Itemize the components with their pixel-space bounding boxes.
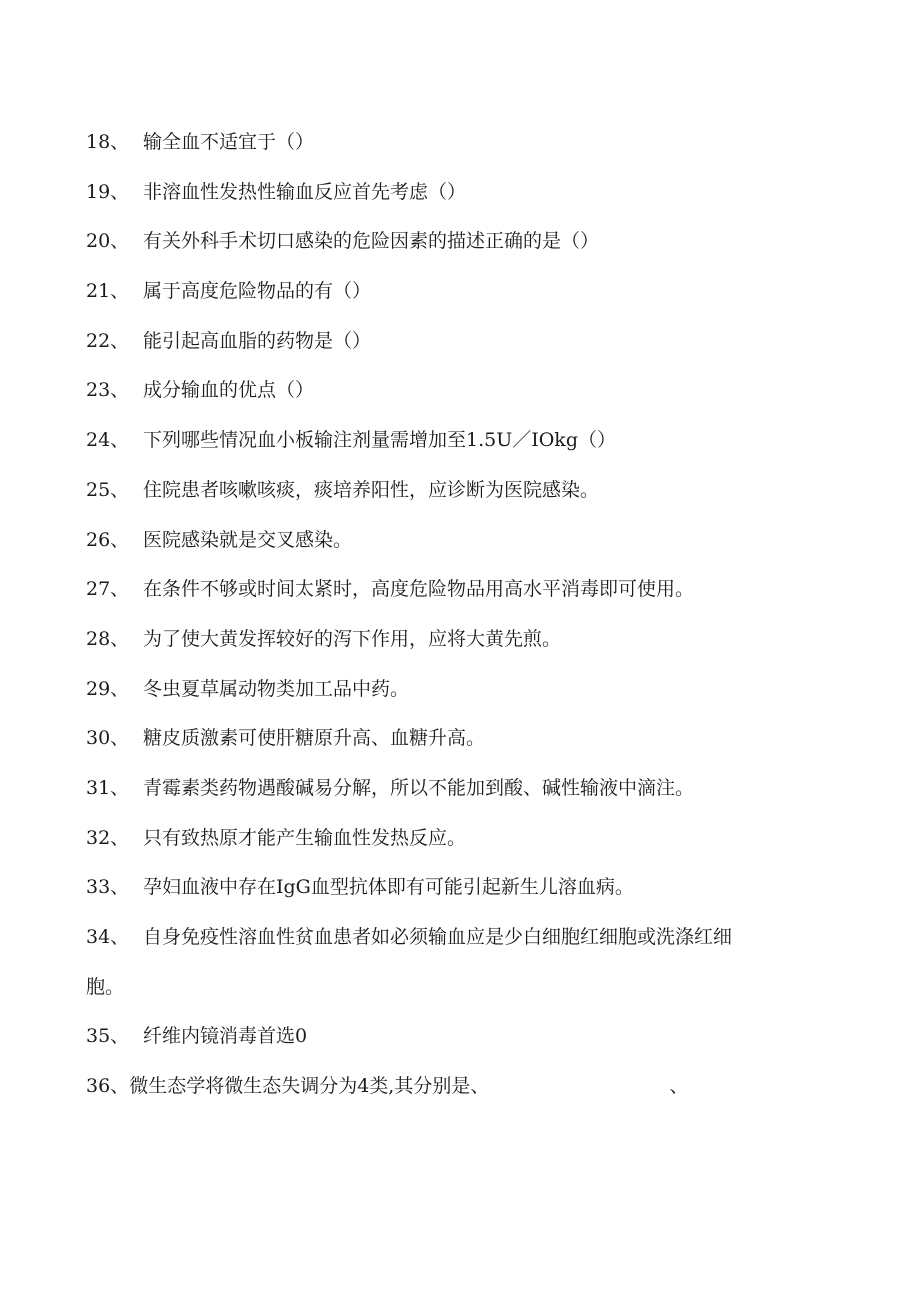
question-36 xyxy=(86,1062,826,1112)
question-19 xyxy=(86,168,826,218)
question-21 xyxy=(86,267,826,317)
question-number: 31、 xyxy=(86,776,130,799)
question-text: 成分输血的优点（） xyxy=(143,379,315,402)
question-24 xyxy=(86,416,826,466)
question-number: 36、 xyxy=(86,1075,130,1098)
question-number: 25、 xyxy=(86,478,130,501)
question-text: 自身免疫性溶血性贫血患者如必须输血应是少白细胞红细胞或洗涤红细 xyxy=(143,926,733,948)
question-number: 34、 xyxy=(86,926,130,948)
question-35 xyxy=(86,1012,826,1062)
question-text: 医院感染就是交叉感染。 xyxy=(143,528,353,551)
question-number: 30、 xyxy=(86,727,130,750)
question-text: 下列哪些情况血小板输注剂量需增加至1.5U／IOkg（） xyxy=(143,429,616,452)
question-text: 冬虫夏草属动物类加工品中药。 xyxy=(143,677,410,700)
question-23 xyxy=(86,366,826,416)
question-25 xyxy=(86,466,826,516)
question-text: 微生态学将微生态失调分为4类,其分别是、 xyxy=(129,1075,490,1098)
question-27 xyxy=(86,565,826,615)
question-number: 35、 xyxy=(86,1025,130,1048)
question-text: 糖皮质激素可使肝糖原升高、血糖升高。 xyxy=(143,727,486,750)
question-22 xyxy=(86,317,826,367)
question-number: 18、 xyxy=(86,131,130,153)
question-text-continuation: 胞。 xyxy=(86,975,125,998)
question-number: 32、 xyxy=(86,826,130,849)
question-number: 23、 xyxy=(86,379,130,402)
question-33 xyxy=(86,863,826,913)
question-text: 能引起高血脂的药物是（） xyxy=(143,329,372,352)
question-text: 非溶血性发热性输血反应首先考虑（） xyxy=(143,180,467,203)
question-number: 26、 xyxy=(86,528,130,551)
question-26 xyxy=(86,516,826,566)
question-34 xyxy=(86,913,826,963)
question-number: 27、 xyxy=(86,578,130,601)
question-30 xyxy=(86,714,826,764)
question-number: 19、 xyxy=(86,180,130,203)
question-text: 为了使大黄发挥较好的泻下作用，应将大黄先煎。 xyxy=(143,627,562,650)
question-text: 孕妇血液中存在IgG血型抗体即有可能引起新生儿溶血病。 xyxy=(143,876,634,899)
question-28 xyxy=(86,615,826,665)
question-20 xyxy=(86,217,826,267)
question-text: 输全血不适宜于（） xyxy=(143,131,315,153)
question-text: 住院患者咳嗽咳痰，痰培养阳性，应诊断为医院感染。 xyxy=(143,478,600,501)
question-number: 33、 xyxy=(86,876,130,899)
question-text: 纤维内镜消毒首选0 xyxy=(143,1025,308,1048)
question-29 xyxy=(86,665,826,715)
question-text: 在条件不够或时间太紧时，高度危险物品用高水平消毒即可使用。 xyxy=(143,578,695,601)
question-number: 29、 xyxy=(86,677,130,700)
question-number: 22、 xyxy=(86,329,130,352)
question-34-continuation xyxy=(86,963,826,1013)
question-text: 青霉素类药物遇酸碱易分解，所以不能加到酸、碱性输液中滴注。 xyxy=(143,776,695,799)
question-number: 21、 xyxy=(86,280,130,303)
question-text: 属于高度危险物品的有（） xyxy=(143,280,372,303)
question-text: 只有致热原才能产生输血性发热反应。 xyxy=(143,826,467,849)
question-number: 28、 xyxy=(86,627,130,650)
question-32 xyxy=(86,814,826,864)
question-list xyxy=(86,118,826,1112)
question-18 xyxy=(86,118,826,168)
question-text-tail: 、 xyxy=(669,1075,689,1098)
question-text: 有关外科手术切口感染的危险因素的描述正确的是（） xyxy=(143,230,600,253)
question-31 xyxy=(86,764,826,814)
question-number: 20、 xyxy=(86,230,130,253)
question-number: 24、 xyxy=(86,429,130,452)
